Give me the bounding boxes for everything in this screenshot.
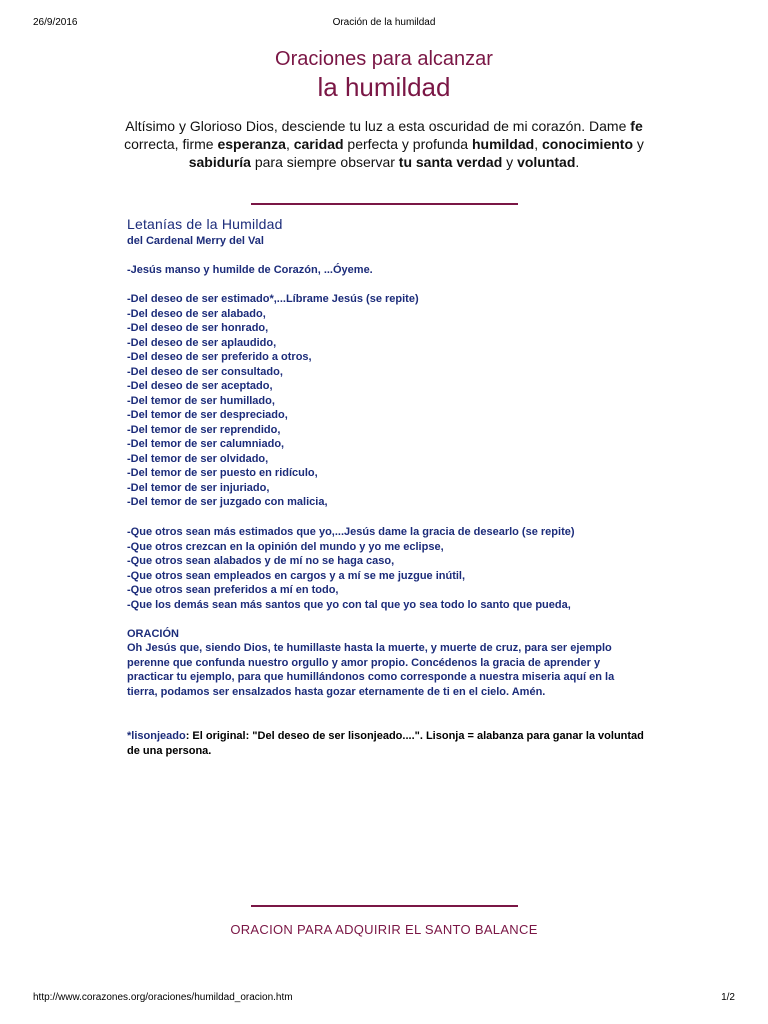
print-url: http://www.corazones.org/oraciones/humildad_oracion.htm bbox=[33, 992, 293, 1003]
intro-text: y bbox=[633, 136, 644, 152]
intro-bold: fe bbox=[630, 118, 643, 134]
page-title-line2: la humildad bbox=[317, 72, 451, 102]
litany-line: -Jesús manso y humilde de Corazón, ...Óyeme. bbox=[127, 264, 373, 276]
litany-line: -Que otros crezcan en la opinión del mundo y yo me eclipse, bbox=[127, 540, 444, 553]
intro-bold: esperanza bbox=[217, 136, 286, 152]
litany-line: -Del temor de ser juzgado con malicia, bbox=[127, 496, 328, 508]
page-title-line1: Oraciones para alcanzar bbox=[275, 48, 493, 70]
litany-line: -Del deseo de ser preferido a otros, bbox=[127, 351, 312, 363]
intro-bold: humildad bbox=[471, 136, 535, 152]
litany-line: -Que otros sean preferidos a mí en todo, bbox=[127, 584, 339, 596]
oracion-body: Oh Jesús que, siendo Dios, te humillaste hasta la muerte, y muerte de cruz, para ser ejemplo perenne que confunda nuestro orgullo y amor propio. Concédenos la gracia de aprender y practicar tu ejemplo, para que humillándonos como corresponde a nuestra miseria aquí en la tierra, podamos ser ensalzados hasta gozar eternamente de ti en el cielo. Amén. bbox=[127, 642, 615, 698]
litany-line: -Que los demás sean más santos que yo con tal que yo sea todo lo santo que pueda, bbox=[127, 598, 571, 611]
litany-line: -Que otros sean más estimados que yo,...Jesús dame la gracia de desearlo (se repite) bbox=[127, 526, 575, 538]
intro-bold: voluntad bbox=[517, 154, 576, 170]
print-date: 26/9/2016 bbox=[33, 17, 78, 28]
intro-text: correcta, firme bbox=[124, 136, 218, 152]
intro-text: . bbox=[575, 154, 580, 170]
print-page-title: Oración de la humildad bbox=[332, 17, 436, 28]
litany-line: -Del temor de ser puesto en ridículo, bbox=[127, 467, 318, 479]
intro-bold: sabiduría bbox=[188, 154, 251, 170]
litany-title: Letanías de la Humildad bbox=[127, 216, 283, 232]
next-section-title[interactable]: ORACION PARA ADQUIRIR EL SANTO BALANCE bbox=[230, 922, 538, 937]
litany-line: -Del temor de ser olvidado, bbox=[127, 452, 269, 465]
print-header bbox=[33, 17, 735, 31]
footnote bbox=[127, 729, 647, 759]
litany-line: -Del deseo de ser alabado, bbox=[127, 307, 266, 320]
litany-line: -Del deseo de ser aceptado, bbox=[127, 380, 273, 392]
litany-line: -Del deseo de ser aplaudido, bbox=[127, 336, 277, 349]
intro-bold: conocimiento bbox=[541, 136, 633, 152]
oracion-heading: ORACIÓN bbox=[127, 628, 179, 640]
litany-line: -Del temor de ser despreciado, bbox=[127, 409, 288, 421]
litany-line: -Del deseo de ser honrado, bbox=[127, 322, 269, 334]
footnote-text: : El original: "Del deseo de ser lisonjeado....". Lisonja = alabanza para ganar la voluntad de una persona. bbox=[127, 730, 644, 757]
divider-rule bbox=[251, 905, 518, 907]
litany-line: -Que otros sean empleados en cargos y a mí se me juzgue inútil, bbox=[127, 569, 466, 582]
intro-text: Altísimo y Glorioso Dios, desciende tu luz a esta oscuridad de mi corazón. Dame bbox=[125, 118, 631, 134]
litany-line: -Del temor de ser calumniado, bbox=[127, 438, 285, 450]
litany-line: -Que otros sean alabados y de mí no se haga caso, bbox=[127, 555, 395, 567]
litany-line: -Del temor de ser humillado, bbox=[127, 394, 275, 407]
intro-text: , bbox=[534, 136, 542, 152]
footnote-key: *lisonjeado bbox=[127, 730, 186, 742]
divider-rule bbox=[251, 203, 518, 205]
intro-text: y bbox=[502, 154, 518, 170]
litany-line: -Del deseo de ser consultado, bbox=[127, 365, 283, 378]
litany-line: -Del temor de ser injuriado, bbox=[127, 481, 270, 494]
intro-bold: tu santa verdad bbox=[398, 154, 503, 170]
litany-opening bbox=[127, 263, 647, 278]
intro-text: para siempre observar bbox=[250, 154, 399, 170]
litany-line: -Del temor de ser reprendido, bbox=[127, 423, 281, 436]
print-page-number: 1/2 bbox=[721, 992, 735, 1003]
litany-line: -Del deseo de ser estimado*,...Líbrame Jesús (se repite) bbox=[127, 293, 419, 305]
intro-bold: caridad bbox=[293, 136, 344, 152]
intro-paragraph bbox=[120, 117, 648, 171]
litany-deseo-list bbox=[127, 292, 647, 510]
intro-text: perfecta y profunda bbox=[343, 136, 472, 152]
litany-subtitle: del Cardenal Merry del Val bbox=[127, 235, 264, 247]
intro-text: , bbox=[285, 136, 294, 152]
print-footer bbox=[33, 992, 735, 1006]
litany-otros-list bbox=[127, 525, 647, 612]
